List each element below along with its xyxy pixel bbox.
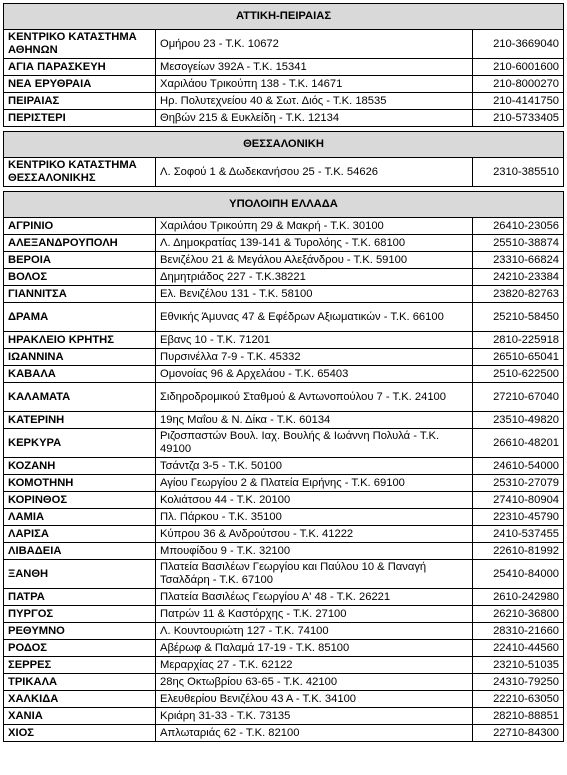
- store-city: ΝΕΑ ΕΡΥΘΡΑΙΑ: [4, 76, 156, 93]
- store-phone: 28310-21660: [473, 623, 564, 640]
- store-address: 28ης Οκτωβρίου 63-65 - Τ.Κ. 42100: [156, 674, 473, 691]
- store-row: [4, 560, 564, 589]
- store-address: Αβέρωφ & Παλαμά 17-19 - Τ.Κ. 85100: [156, 640, 473, 657]
- store-phone: 210-4141750: [473, 93, 564, 110]
- store-row: [4, 286, 564, 303]
- store-address: Ριζοσπαστών Βουλ. Ιαχ. Βουλής & Ιωάννη Πολυλά - Τ.Κ. 49100: [156, 429, 473, 458]
- store-row: [4, 640, 564, 657]
- store-address: Πυρσινέλλα 7-9 - Τ.Κ. 45332: [156, 349, 473, 366]
- store-address: Πλ. Πάρκου - Τ.Κ. 35100: [156, 509, 473, 526]
- store-row: [4, 708, 564, 725]
- region-title: ΘΕΣΣΑΛΟΝΙΚΗ: [4, 132, 564, 158]
- store-phone: 26510-65041: [473, 349, 564, 366]
- store-row: [4, 509, 564, 526]
- store-row: [4, 412, 564, 429]
- store-phone: 22410-44560: [473, 640, 564, 657]
- store-phone: 2610-242980: [473, 589, 564, 606]
- store-address: Πατρών 11 & Καστόρχης - Τ.Κ. 27100: [156, 606, 473, 623]
- store-row: [4, 366, 564, 383]
- store-address: Απλωταριάς 62 - Τ.Κ. 82100: [156, 725, 473, 742]
- store-address: Ομονοίας 96 & Αρχελάου - Τ.Κ. 65403: [156, 366, 473, 383]
- store-address: Μεραρχίας 27 - Τ.Κ. 62122: [156, 657, 473, 674]
- store-row: [4, 30, 564, 59]
- store-address: Κύπρου 36 & Ανδρούτσου - Τ.Κ. 41222: [156, 526, 473, 543]
- region-header-row: [4, 192, 564, 218]
- store-phone: 23510-49820: [473, 412, 564, 429]
- store-phone: 28210-88851: [473, 708, 564, 725]
- store-address: Δημητριάδος 227 - Τ.Κ.38221: [156, 269, 473, 286]
- store-phone: 25410-84000: [473, 560, 564, 589]
- store-address: Βενιζέλου 21 & Μεγάλου Αλεξάνδρου - Τ.Κ. 59100: [156, 252, 473, 269]
- store-city: ΤΡΙΚΑΛΑ: [4, 674, 156, 691]
- store-city: ΚΟΖΑΝΗ: [4, 458, 156, 475]
- store-phone: 2310-385510: [473, 158, 564, 187]
- store-phone: 2510-622500: [473, 366, 564, 383]
- store-address: Σιδηροδρομικού Σταθμού & Αντωνοπούλου 7 - Τ.Κ. 24100: [156, 383, 473, 412]
- store-address: Ηρ. Πολυτεχνείου 40 & Σωτ. Διός - Τ.Κ. 18535: [156, 93, 473, 110]
- store-city: ΑΛΕΞΑΝΔΡΟΥΠΟΛΗ: [4, 235, 156, 252]
- region-header-row: [4, 4, 564, 30]
- store-phone: 210-3669040: [473, 30, 564, 59]
- store-row: [4, 475, 564, 492]
- store-row: [4, 725, 564, 742]
- store-city: ΠΥΡΓΟΣ: [4, 606, 156, 623]
- store-phone: 26610-48201: [473, 429, 564, 458]
- store-city: ΧΙΟΣ: [4, 725, 156, 742]
- store-phone: 24310-79250: [473, 674, 564, 691]
- store-row: [4, 606, 564, 623]
- store-address: Πλατεία Βασιλέως Γεωργίου Α' 48 - Τ.Κ. 26221: [156, 589, 473, 606]
- store-address: Τσάντζα 3-5 - Τ.Κ. 50100: [156, 458, 473, 475]
- store-row: [4, 458, 564, 475]
- store-phone: 23210-51035: [473, 657, 564, 674]
- region-header-row: [4, 132, 564, 158]
- store-phone: 25310-27079: [473, 475, 564, 492]
- store-city: ΚΑΒΑΛΑ: [4, 366, 156, 383]
- store-address: Λ. Σοφού 1 & Δωδεκανήσου 25 - Τ.Κ. 54626: [156, 158, 473, 187]
- store-phone: 27210-67040: [473, 383, 564, 412]
- store-city: ΚΑΤΕΡΙΝΗ: [4, 412, 156, 429]
- store-city: ΛΑΡΙΣΑ: [4, 526, 156, 543]
- store-row: [4, 332, 564, 349]
- store-city: ΧΑΝΙΑ: [4, 708, 156, 725]
- store-address: Ελ. Βενιζέλου 131 - Τ.Κ. 58100: [156, 286, 473, 303]
- store-address: Κολιάτσου 44 - Τ.Κ. 20100: [156, 492, 473, 509]
- store-city: ΑΓΡΙΝΙΟ: [4, 218, 156, 235]
- store-row: [4, 589, 564, 606]
- store-address: Θηβών 215 & Ευκλείδη - Τ.Κ. 12134: [156, 110, 473, 127]
- store-address: Λ. Δημοκρατίας 139-141 & Τυρολόης - Τ.Κ. 68100: [156, 235, 473, 252]
- store-phone: 26210-36800: [473, 606, 564, 623]
- store-city: ΠΕΙΡΑΙΑΣ: [4, 93, 156, 110]
- store-city: ΛΑΜΙΑ: [4, 509, 156, 526]
- store-phone: 27410-80904: [473, 492, 564, 509]
- store-city: ΚΟΜΟΤΗΝΗ: [4, 475, 156, 492]
- store-city: ΔΡΑΜΑ: [4, 303, 156, 332]
- store-phone: 23310-66824: [473, 252, 564, 269]
- store-phone: 22610-81992: [473, 543, 564, 560]
- store-row: [4, 235, 564, 252]
- store-row: [4, 543, 564, 560]
- store-phone: 2410-537455: [473, 526, 564, 543]
- store-address: Μπουφίδου 9 - Τ.Κ. 32100: [156, 543, 473, 560]
- store-address: Χαριλάου Τρικούπη 138 - Τ.Κ. 14671: [156, 76, 473, 93]
- store-city: ΚΕΝΤΡΙΚΟ ΚΑΤΑΣΤΗΜΑ ΘΕΣΣΑΛΟΝΙΚΗΣ: [4, 158, 156, 187]
- store-row: [4, 691, 564, 708]
- store-row: [4, 158, 564, 187]
- store-directory-table: [3, 3, 564, 742]
- store-row: [4, 674, 564, 691]
- store-row: [4, 76, 564, 93]
- store-city: ΞΑΝΘΗ: [4, 560, 156, 589]
- store-row: [4, 59, 564, 76]
- store-city: ΧΑΛΚΙΔΑ: [4, 691, 156, 708]
- store-address: Αγίου Γεωργίου 2 & Πλατεία Ειρήνης - Τ.Κ. 69100: [156, 475, 473, 492]
- store-city: ΠΕΡΙΣΤΕΡΙ: [4, 110, 156, 127]
- store-directory-body: [4, 4, 564, 742]
- store-row: [4, 383, 564, 412]
- store-city: ΠΑΤΡΑ: [4, 589, 156, 606]
- store-phone: 210-8000270: [473, 76, 564, 93]
- store-address: Πλατεία Βασιλέων Γεωργίου και Παύλου 10 & Παναγή Τσαλδάρη - Τ.Κ. 67100: [156, 560, 473, 589]
- store-city: ΛΙΒΑΔΕΙΑ: [4, 543, 156, 560]
- store-row: [4, 110, 564, 127]
- store-address: Εθνικής Άμυνας 47 & Εφέδρων Αξιωματικών - Τ.Κ. 66100: [156, 303, 473, 332]
- store-address: Μεσογείων 392Α - Τ.Κ. 15341: [156, 59, 473, 76]
- store-phone: 25510-38874: [473, 235, 564, 252]
- store-city: ΡΟΔΟΣ: [4, 640, 156, 657]
- store-city: ΡΕΘΥΜΝΟ: [4, 623, 156, 640]
- store-city: ΒΕΡΟΙΑ: [4, 252, 156, 269]
- store-phone: 210-6001600: [473, 59, 564, 76]
- store-address: Ομήρου 23 - Τ.Κ. 10672: [156, 30, 473, 59]
- store-city: ΚΕΡΚΥΡΑ: [4, 429, 156, 458]
- store-phone: 210-5733405: [473, 110, 564, 127]
- store-row: [4, 269, 564, 286]
- store-phone: 22310-45790: [473, 509, 564, 526]
- store-phone: 24610-54000: [473, 458, 564, 475]
- store-city: ΚΑΛΑΜΑΤΑ: [4, 383, 156, 412]
- store-row: [4, 349, 564, 366]
- store-address: Χαριλάου Τρικούπη 29 & Μακρή - Τ.Κ. 30100: [156, 218, 473, 235]
- store-city: ΣΕΡΡΕΣ: [4, 657, 156, 674]
- store-row: [4, 623, 564, 640]
- store-city: ΙΩΑΝΝΙΝΑ: [4, 349, 156, 366]
- store-row: [4, 492, 564, 509]
- store-city: ΑΓΙΑ ΠΑΡΑΣΚΕΥΗ: [4, 59, 156, 76]
- region-title: ΑΤΤΙΚΗ-ΠΕΙΡΑΙΑΣ: [4, 4, 564, 30]
- store-address: Εβανς 10 - Τ.Κ. 71201: [156, 332, 473, 349]
- store-phone: 24210-23384: [473, 269, 564, 286]
- store-address: Λ. Κουντουριώτη 127 - Τ.Κ. 74100: [156, 623, 473, 640]
- store-row: [4, 657, 564, 674]
- store-row: [4, 429, 564, 458]
- store-city: ΒΟΛΟΣ: [4, 269, 156, 286]
- store-phone: 25210-58450: [473, 303, 564, 332]
- store-address: Κριάρη 31-33 - Τ.Κ. 73135: [156, 708, 473, 725]
- store-phone: 26410-23056: [473, 218, 564, 235]
- store-city: ΓΙΑΝΝΙΤΣΑ: [4, 286, 156, 303]
- store-row: [4, 218, 564, 235]
- store-phone: 23820-82763: [473, 286, 564, 303]
- store-row: [4, 93, 564, 110]
- store-row: [4, 252, 564, 269]
- store-phone: 2810-225918: [473, 332, 564, 349]
- store-row: [4, 303, 564, 332]
- store-city: ΗΡΑΚΛΕΙΟ ΚΡΗΤΗΣ: [4, 332, 156, 349]
- region-title: ΥΠΟΛΟΙΠΗ ΕΛΛΑΔΑ: [4, 192, 564, 218]
- store-city: ΚΕΝΤΡΙΚΟ ΚΑΤΑΣΤΗΜΑ ΑΘΗΝΩΝ: [4, 30, 156, 59]
- store-address: 19ης Μαΐου & Ν. Δίκα - Τ.Κ. 60134: [156, 412, 473, 429]
- store-phone: 22210-63050: [473, 691, 564, 708]
- store-row: [4, 526, 564, 543]
- store-address: Ελευθερίου Βενιζέλου 43 Α - Τ.Κ. 34100: [156, 691, 473, 708]
- store-city: ΚΟΡΙΝΘΟΣ: [4, 492, 156, 509]
- store-phone: 22710-84300: [473, 725, 564, 742]
